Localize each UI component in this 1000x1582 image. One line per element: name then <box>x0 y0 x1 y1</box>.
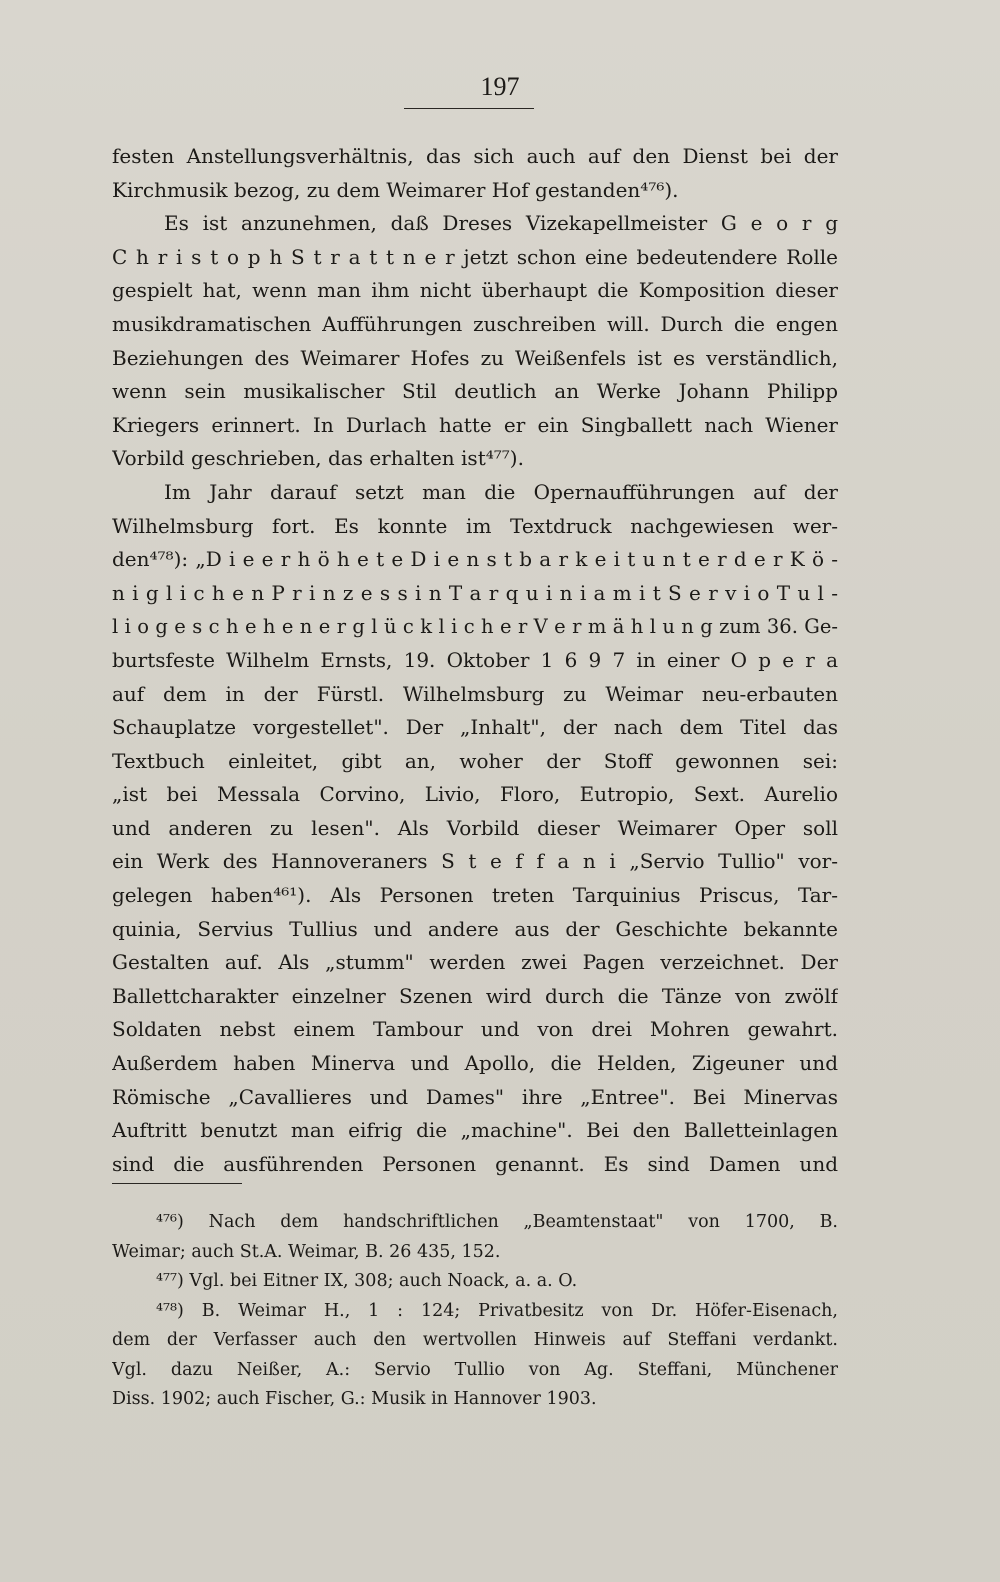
text-line: gelegen haben⁴⁶¹). Als Personen treten Tarquinius Priscus, Tar- <box>112 883 838 908</box>
text-line: ein Werk des Hannoveraners S t e f f a n i „Servio Tullio" vor- <box>112 849 838 874</box>
text-line: den⁴⁷⁸): „D i e e r h ö h e t e D i e n s t b a r k e i t u n t e r d e r K ö - <box>112 547 838 572</box>
text-line: „ist bei Messala Corvino, Livio, Floro, Eutropio, Sext. Aurelio <box>112 782 838 807</box>
text-line: Beziehungen des Weimarer Hofes zu Weißenfels ist es verständlich, <box>112 345 838 370</box>
footnote-line: dem der Verfasser auch den wertvollen Hinweis auf Steffani verdankt. <box>112 1330 838 1350</box>
text-line: quinia, Servius Tullius und andere aus der Geschichte bekannte <box>112 916 838 941</box>
text-line: Im Jahr darauf setzt man die Opernaufführungen auf der <box>164 479 838 504</box>
text-line: und anderen zu lesen". Als Vorbild dieser Weimarer Oper soll <box>112 815 838 840</box>
header-rule <box>404 108 534 109</box>
text-line: burtsfeste Wilhelm Ernsts, 19. Oktober 1 6 9 7 in einer O p e r a <box>112 647 838 672</box>
text-line: Kriegers erinnert. In Durlach hatte er ein Singballett nach Wiener <box>112 412 838 437</box>
text-line: Textbuch einleitet, gibt an, woher der Stoff gewonnen sei: <box>112 748 838 773</box>
text-line: auf dem in der Fürstl. Wilhelmsburg zu Weimar neu-erbauten <box>112 681 838 706</box>
text-line: Wilhelmsburg fort. Es konnte im Textdruck nachgewiesen wer- <box>112 513 838 538</box>
text-line: Soldaten nebst einem Tambour und von drei Mohren gewahrt. <box>112 1017 838 1042</box>
text-line: festen Anstellungsverhältnis, das sich auch auf den Dienst bei der <box>112 144 838 168</box>
text-line: Auftritt benutzt man eifrig die „machine". Bei den Balletteinlagen <box>112 1118 838 1143</box>
footnote-line: ⁴⁷⁸) B. Weimar H., 1 : 124; Privatbesitz von Dr. Höfer-Eisenach, <box>156 1300 838 1321</box>
text-line: C h r i s t o p h S t r a t t n e r jetzt schon eine bedeutendere Rolle <box>112 244 838 269</box>
text-line: musikdramatischen Aufführungen zuschreiben will. Durch die engen <box>112 311 838 336</box>
text-line: Gestalten auf. Als „stumm" werden zwei Pagen verzeichnet. Der <box>112 950 838 975</box>
footnote-line: ⁴⁷⁷) Vgl. bei Eitner IX, 308; auch Noack, a. a. O. <box>156 1271 578 1291</box>
footnote-line: Diss. 1902; auch Fischer, G.: Musik in Hannover 1903. <box>112 1389 597 1409</box>
text-line: Römische „Cavallieres und Dames" ihre „Entree". Bei Minervas <box>112 1084 838 1109</box>
footnote-line: Weimar; auch St.A. Weimar, B. 26 435, 152. <box>112 1241 501 1262</box>
text-line: Vorbild geschrieben, das erhalten ist⁴⁷⁷). <box>112 446 524 471</box>
text-line: gespielt hat, wenn man ihm nicht überhaupt die Komposition dieser <box>112 278 838 303</box>
text-line: Schauplatze vorgestellet". Der „Inhalt", der nach dem Titel das <box>112 715 838 740</box>
page-number: 197 <box>480 72 520 101</box>
text-line: Außerdem haben Minerva und Apollo, die Helden, Zigeuner und <box>112 1051 838 1076</box>
footnotes <box>112 1208 838 1415</box>
footnote-line: Vgl. dazu Neißer, A.: Servio Tullio von Ag. Steffani, Münchener <box>112 1359 838 1380</box>
body-text <box>112 140 838 1181</box>
text-line: n i g l i c h e n P r i n z e s s i n T a r q u i n i a m i t S e r v i o T u l - <box>112 580 838 605</box>
text-line: sind die ausführenden Personen genannt. Es sind Damen und <box>112 1151 838 1176</box>
text-line: Ballettcharakter einzelner Szenen wird durch die Tänze von zwölf <box>112 983 838 1008</box>
text-line: wenn sein musikalischer Stil deutlich an Werke Johann Philipp <box>112 379 838 404</box>
text-line: Es ist anzunehmen, daß Dreses Vizekapellmeister G e o r g <box>164 211 838 236</box>
footnote-line: ⁴⁷⁶) Nach dem handschriftlichen „Beamtenstaat" von 1700, B. <box>156 1212 838 1232</box>
footnote-rule <box>112 1183 242 1184</box>
text-line: Kirchmusik bezog, zu dem Weimarer Hof gestanden⁴⁷⁶). <box>112 177 679 202</box>
text-line: l i o g e s c h e h e n e r g l ü c k l i c h e r V e r m ä h l u n g zum 36. Ge- <box>112 615 838 639</box>
